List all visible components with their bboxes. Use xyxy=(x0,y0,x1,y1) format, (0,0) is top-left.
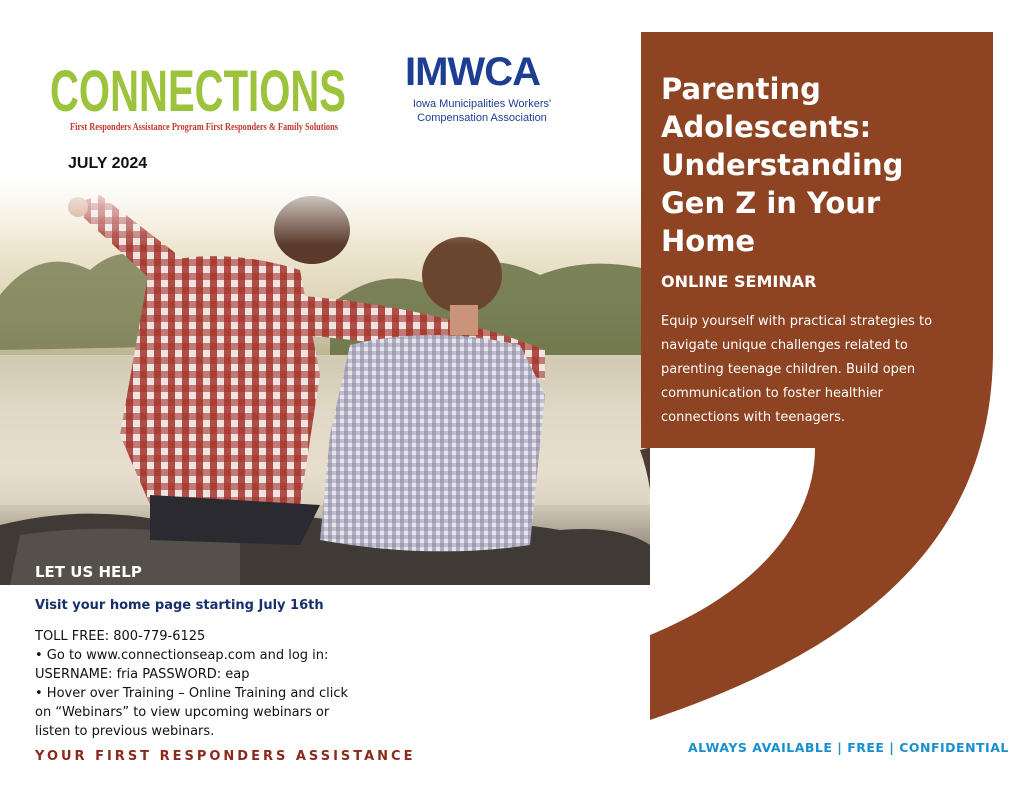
imwca-logo-subtitle xyxy=(402,97,562,125)
training-line-3: listen to previous webinars. xyxy=(35,724,215,739)
imwca-subtitle-line1: Iowa Municipalities Workers' xyxy=(412,98,552,110)
training-line-2: on “Webinars” to view upcoming webinars or xyxy=(35,705,330,720)
contact-instructions xyxy=(35,627,365,741)
website-line: • Go to www.connectionseap.com and log in: xyxy=(35,648,329,663)
footer-tagline: YOUR FIRST RESPONDERS ASSISTANCE xyxy=(35,749,416,764)
connections-logo xyxy=(48,57,356,135)
seminar-type: ONLINE SEMINAR xyxy=(661,272,817,291)
seminar-title: Parenting Adolescents: Understanding Gen Z in Your Home xyxy=(661,72,904,258)
connections-logo-word: CONNECTIONS xyxy=(50,59,346,124)
toll-free-line: TOLL FREE: 800-779-6125 xyxy=(35,629,206,644)
seminar-description: Equip yourself with practical strategies to navigate unique challenges related to parenting teenage children. Build open communication to foster healthier connections with teenagers. xyxy=(661,314,933,425)
imwca-logo-word: IMWCA xyxy=(405,50,540,94)
availability-statement: ALWAYS AVAILABLE | FREE | CONFIDENTIAL xyxy=(688,740,1009,755)
imwca-subtitle-line2: Compensation Association xyxy=(417,112,547,124)
issue-date: JULY 2024 xyxy=(68,155,148,172)
connections-logo-tagline: First Responders Assistance Program First Responders & Family Solutions xyxy=(70,122,338,133)
credentials-line: USERNAME: fria PASSWORD: eap xyxy=(35,667,250,682)
help-heading: LET US HELP xyxy=(35,563,142,581)
training-line-1: • Hover over Training – Online Training and click xyxy=(35,686,349,701)
visit-home-page: Visit your home page starting July 16th xyxy=(35,598,324,613)
